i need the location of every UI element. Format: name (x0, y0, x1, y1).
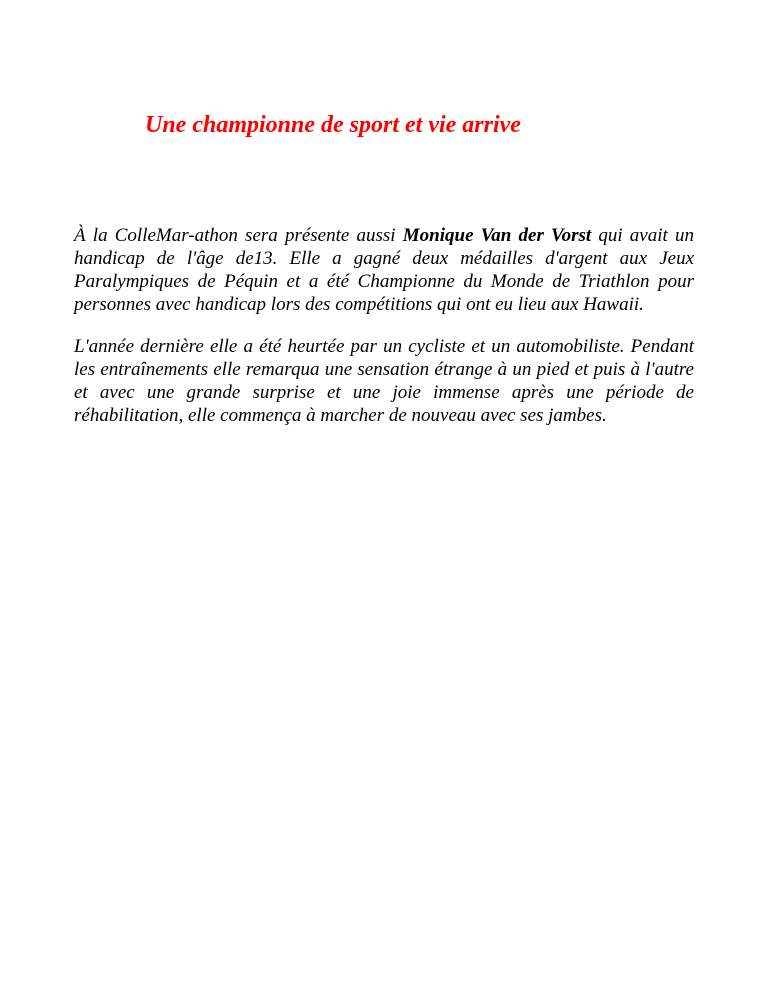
paragraph-1-intro: À la ColleMar-athon sera présente aussi (74, 225, 403, 246)
document-body (74, 224, 694, 427)
paragraph-2: L'année dernière elle a été heurtée par un cycliste et un automobiliste. Pendant les entraînements elle remarqua une sensation étrange à un pied et puis à l'autre et avec une grande surprise et une joie immense après une période de réhabilitation, elle commença à marcher de nouveau avec ses jambes. (74, 336, 694, 426)
paragraph-1 (74, 224, 694, 316)
athlete-name: Monique Van der Vorst (402, 225, 592, 246)
paragraph-1-rest: qui avait un handicap de l'âge de13. Elle a gagné deux médailles d'argent aux Jeux Paralympiques de Péquin et a été Championne du Monde de Triathlon pour personnes avec handicap lors des compétitions qui ont eu lieu aux Hawaii. (74, 225, 694, 315)
document-title: Une championne de sport et vie arrive (145, 112, 521, 138)
